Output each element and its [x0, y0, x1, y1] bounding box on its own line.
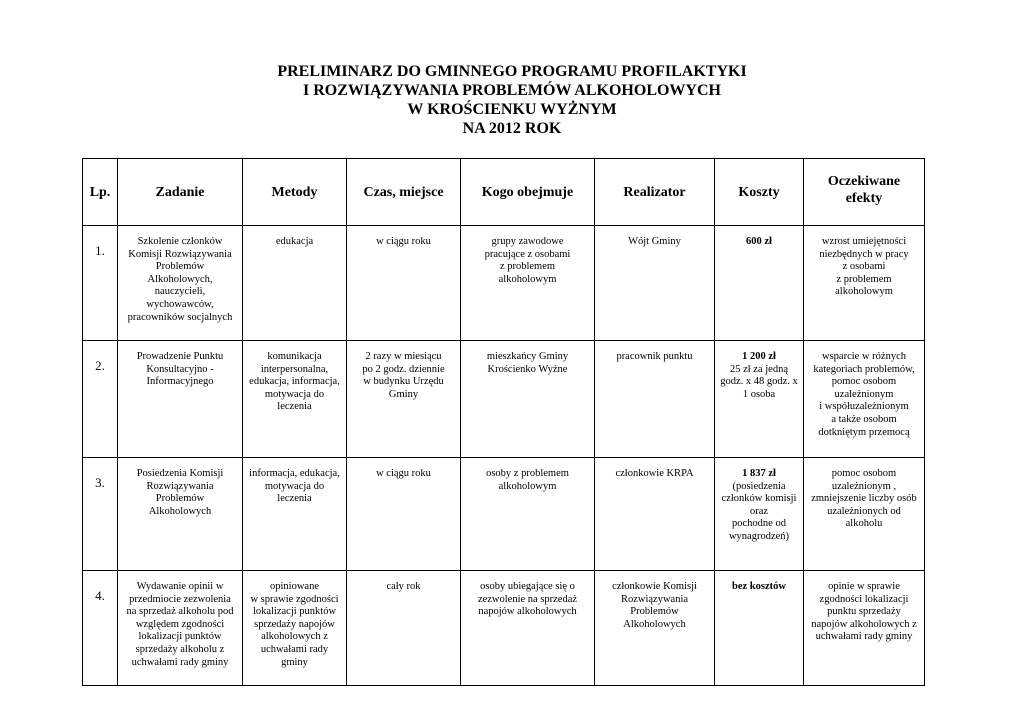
cell-text: Prowadzenie Punktu Konsultacyjno - Informacyjnego	[136, 351, 224, 388]
cell-text: członkowie KRPA	[615, 468, 694, 479]
program-table	[82, 158, 925, 686]
cell-kogo	[461, 458, 595, 571]
cell-text: 2 razy w miesiącu po 2 godz. dziennie w budynku Urzędu Gminy	[362, 351, 445, 400]
cell-koszty	[715, 226, 804, 341]
title-line-1: PRELIMINARZ DO GMINNEGO PROGRAMU PROFILAKTYKI	[277, 63, 747, 80]
cell-koszty	[715, 341, 804, 458]
header-lp: Lp.	[83, 159, 118, 226]
cell-text: osoby z problemem alkoholowym	[486, 468, 569, 492]
cell-kogo	[461, 226, 595, 341]
cell-text: Wójt Gminy	[628, 236, 681, 247]
cost-amount: 1 837 zł	[742, 468, 776, 479]
header-koszty: Koszty	[715, 159, 804, 226]
cell-kogo	[461, 571, 595, 686]
cell-efekty	[804, 571, 925, 686]
cell-metody	[243, 571, 347, 686]
header-oczekiwane-efekty	[804, 159, 925, 226]
row-number: 3.	[83, 458, 118, 571]
cell-czas	[347, 226, 461, 341]
cell-realizator	[595, 458, 715, 571]
cell-text: wzrost umiejętności niezbędnych w pracy z osobami z problemem alkoholowym	[819, 236, 909, 298]
cell-text: informacja, edukacja, motywacja do leczenia	[249, 468, 340, 505]
cell-metody	[243, 226, 347, 341]
cell-efekty	[804, 458, 925, 571]
cell-text: grupy zawodowe pracujące z osobami z problemem alkoholowym	[484, 236, 571, 285]
cell-text: pomoc osobom uzależnionym , zmniejszenie liczby osób uzależnionych od alkoholu	[811, 468, 917, 530]
cell-text: mieszkańcy Gminy Krościenko Wyżne	[486, 351, 569, 375]
cost-amount: bez kosztów	[732, 581, 786, 592]
cell-text: cały rok	[386, 581, 421, 592]
cell-text: opiniowane w sprawie zgodności lokalizacji punktów sprzedaży napojów alkoholowych z uchwałami rady gminy	[250, 581, 339, 668]
cell-zadanie	[118, 571, 243, 686]
cell-text: w ciągu roku	[376, 236, 431, 247]
cell-text: w ciągu roku	[376, 468, 431, 479]
cell-zadanie	[118, 341, 243, 458]
header-czas-miejsce: Czas, miejsce	[347, 159, 461, 226]
title-line-2: I ROZWIĄZYWANIA PROBLEMÓW ALKOHOLOWYCH	[303, 82, 721, 99]
cell-realizator	[595, 226, 715, 341]
title-line-4: NA 2012 ROK	[462, 120, 562, 137]
cell-zadanie	[118, 458, 243, 571]
cell-kogo	[461, 341, 595, 458]
cost-amount: 1 200 zł	[742, 351, 776, 362]
cell-text: pracownik punktu	[616, 351, 693, 362]
cell-zadanie	[118, 226, 243, 341]
table-row	[83, 226, 925, 341]
header-metody: Metody	[243, 159, 347, 226]
cell-text: Posiedzenia Komisji Rozwiązywania Problemów Alkoholowych	[136, 468, 224, 517]
cell-text: komunikacja interpersonalna, edukacja, informacja, motywacja do leczenia	[249, 351, 340, 413]
cell-realizator	[595, 571, 715, 686]
title-line-3: W KROŚCIENKU WYŻNYM	[407, 101, 617, 118]
cell-czas	[347, 341, 461, 458]
cost-note: 25 zł za jedną godz. x 48 godz. x 1 osoba	[720, 363, 798, 400]
cell-czas	[347, 571, 461, 686]
table-row	[83, 571, 925, 686]
header-row	[83, 159, 925, 226]
cell-text: członkowie Komisji Rozwiązywania Problemów Alkoholowych	[612, 581, 697, 630]
cell-text: wsparcie w różnych kategoriach problemów, pomoc osobom uzależnionym i współuzależnionym a także osobom dotkniętym przemocą	[813, 351, 915, 438]
cell-text: edukacja	[275, 236, 314, 247]
cell-efekty	[804, 226, 925, 341]
table-row	[83, 341, 925, 458]
cell-czas	[347, 458, 461, 571]
row-number: 1.	[83, 226, 118, 341]
header-kogo-obejmuje: Kogo obejmuje	[461, 159, 595, 226]
cell-text: Wydawanie opinii w przedmiocie zezwolenia na sprzedaż alkoholu pod względem zgodności lokalizacji punktów sprzedaży alkoholu z uchwałami rady gminy	[126, 581, 234, 668]
cell-metody	[243, 458, 347, 571]
cell-koszty	[715, 571, 804, 686]
cell-text: Szkolenie członków Komisji Rozwiązywania Problemów Alkoholowych, nauczycieli, wychowawców, pracowników socjalnych	[127, 236, 233, 323]
cell-realizator	[595, 341, 715, 458]
row-number: 2.	[83, 341, 118, 458]
cell-koszty	[715, 458, 804, 571]
document-title	[0, 62, 1024, 138]
cell-efekty	[804, 341, 925, 458]
header-efekty-label: Oczekiwane efekty	[827, 174, 901, 206]
table-row	[83, 458, 925, 571]
cell-metody	[243, 341, 347, 458]
header-zadanie: Zadanie	[118, 159, 243, 226]
cost-note: (posiedzenia członków komisji oraz pochodne od wynagrodzeń)	[721, 480, 797, 542]
cell-text: opinie w sprawie zgodności lokalizacji punktu sprzedaży napojów alkoholowych z uchwałami rady gminy	[811, 581, 917, 643]
cell-text: osoby ubiegające się o zezwolenie na sprzedaż napojów alkoholowych	[477, 581, 578, 618]
row-number: 4.	[83, 571, 118, 686]
cost-amount: 600 zł	[746, 236, 772, 247]
header-realizator: Realizator	[595, 159, 715, 226]
